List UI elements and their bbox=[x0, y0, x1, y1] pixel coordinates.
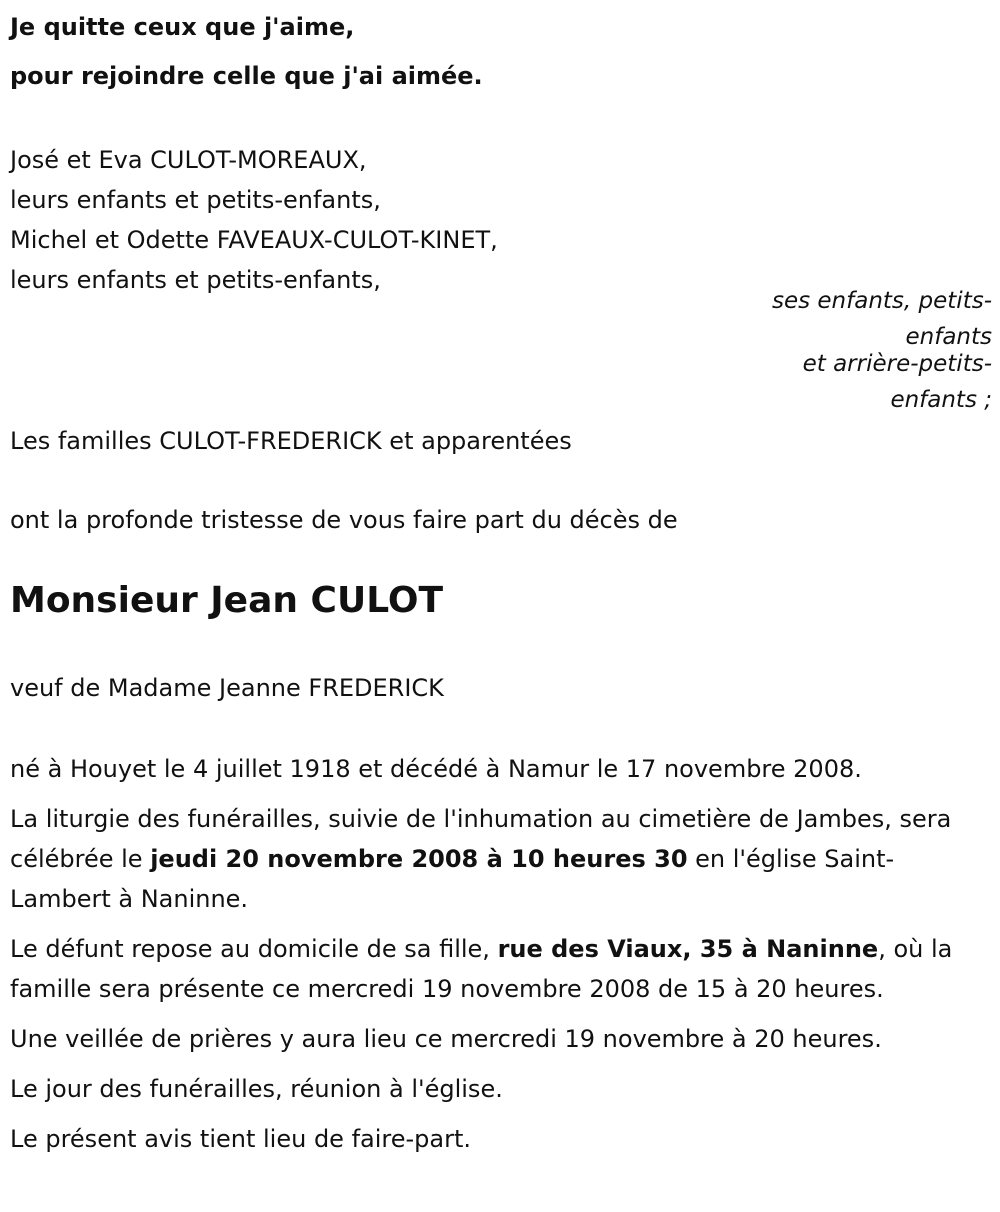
announcement-line: ont la profonde tristesse de vous faire part du décès de bbox=[10, 506, 678, 534]
liturgy-text-after: en l'église Saint-Lambert à Naninne. bbox=[10, 845, 895, 913]
rest-text-before: Le défunt repose au domicile de sa fille, bbox=[10, 935, 498, 963]
rest-address: rue des Viaux, 35 à Naninne bbox=[497, 935, 879, 963]
obituary-notice bbox=[10, 0, 992, 1212]
rest-paragraph bbox=[10, 929, 992, 1009]
liturgy-paragraph bbox=[10, 799, 992, 919]
family-line: Michel et Odette FAVEAUX-CULOT-KINET, bbox=[10, 226, 498, 254]
deceased-name: Monsieur Jean CULOT bbox=[10, 580, 444, 621]
liturgy-date-time: jeudi 20 novembre 2008 à 10 heures 30 bbox=[150, 845, 688, 873]
widower-line: veuf de Madame Jeanne FREDERICK bbox=[10, 674, 444, 702]
relatives-line: Les familles CULOT-FREDERICK et apparentées bbox=[10, 427, 572, 455]
birth-death-paragraph: né à Houyet le 4 juillet 1918 et décédé à Namur le 17 novembre 2008. bbox=[10, 755, 862, 783]
family-line: leurs enfants et petits-enfants, bbox=[10, 186, 381, 214]
family-list bbox=[10, 140, 498, 300]
rest-text-after: , où la famille sera présente ce mercredi 19 novembre 2008 de 15 à 20 heures. bbox=[10, 935, 953, 1003]
details-section bbox=[10, 749, 992, 1169]
notice-paragraph: Le présent avis tient lieu de faire-part. bbox=[10, 1125, 472, 1153]
family-line: José et Eva CULOT-MOREAUX, bbox=[10, 146, 367, 174]
descendants-line-2: et arrière-petits-enfants ; bbox=[802, 351, 992, 413]
liturgy-text-before: La liturgie des funérailles, suivie de l'inhumation au cimetière de Jambes, sera célébrée le bbox=[10, 805, 952, 873]
descendants-line-1: ses enfants, petits-enfants bbox=[771, 288, 992, 350]
epigraph-line-1: Je quitte ceux que j'aime, bbox=[10, 13, 355, 41]
gathering-paragraph: Le jour des funérailles, réunion à l'église. bbox=[10, 1075, 503, 1103]
vigil-paragraph: Une veillée de prières y aura lieu ce mercredi 19 novembre à 20 heures. bbox=[10, 1025, 882, 1053]
epigraph-line-2: pour rejoindre celle que j'ai aimée. bbox=[10, 62, 483, 90]
family-line: leurs enfants et petits-enfants, bbox=[10, 266, 381, 294]
